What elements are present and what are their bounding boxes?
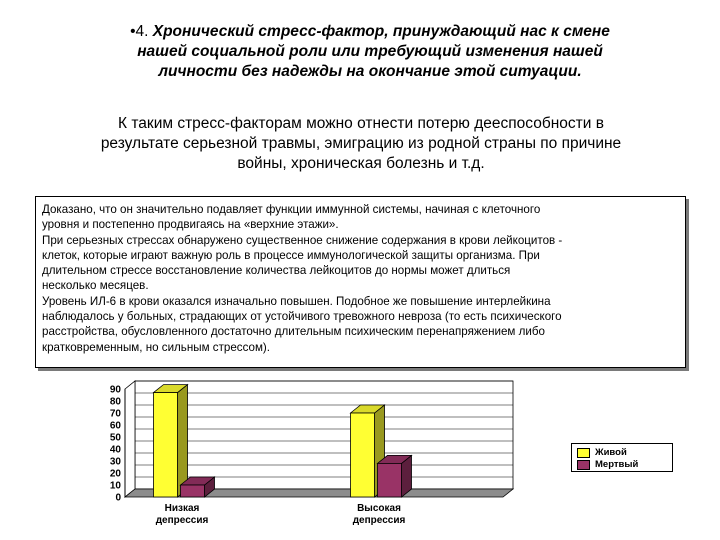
heading <box>60 22 680 82</box>
legend-item-dead <box>577 459 638 470</box>
y-tick-label: 40 <box>109 444 121 456</box>
x-tick-label: Высокая <box>357 503 401 514</box>
legend-label-alive: Живой <box>595 447 627 458</box>
box-line: длительном стрессе восстановление количества лейкоцитов до нормы может длиться <box>42 264 511 278</box>
paragraph-line-1: К таким стресс-факторам можно отнести потерю дееспособности в <box>118 115 604 132</box>
box-line: Доказано, что он значительно подавляет функции иммунной системы, начиная с клеточного <box>42 203 541 216</box>
legend-label-dead: Мертвый <box>595 459 639 470</box>
box-line: расстройства, обусловленного достаточно длительным психическим перенапряжением либо <box>42 325 545 339</box>
heading-line-3: личности без надежды на окончание этой ситуации. <box>158 63 582 80</box>
x-tick-label: Низкая <box>164 503 200 514</box>
box-line: клеток, которые играют важную роль в процессе иммунологической защиты организма. При <box>42 248 540 262</box>
chart-legend <box>571 443 673 472</box>
heading-line-2: нашей социальной роли или требующий изменения нашей <box>137 43 603 60</box>
box-line: кратковременным, но сильным стрессом). <box>42 340 271 354</box>
plot-side-wall <box>125 381 135 497</box>
box-line: несколько месяцев. <box>42 279 149 293</box>
box-line: наблюдалось у больных, страдающих от устойчивого тревожного невроза (то есть психического <box>42 310 562 324</box>
box-line: При серьезных стрессах обнаружено существенное снижение содержания в крови лейкоцитов - <box>42 233 563 247</box>
heading-bullet: •4. <box>130 23 149 40</box>
x-tick-label: депрессия <box>155 515 209 526</box>
paragraph-line-2: результате серьезной травмы, эмиграцию из родной страны по причине <box>100 135 622 152</box>
info-box <box>35 196 686 368</box>
legend-swatch-alive <box>577 448 590 458</box>
y-tick-label: 20 <box>109 468 121 480</box>
bar <box>351 413 375 497</box>
intro-paragraph <box>40 114 682 174</box>
y-tick-label: 80 <box>109 396 121 408</box>
legend-item-alive <box>577 447 627 458</box>
paragraph-line-3: войны, хроническая болезнь и т.д. <box>237 155 485 172</box>
box-line: уровня и постепенно продвигаясь на «верхние этажи». <box>42 218 339 232</box>
y-tick-label: 0 <box>115 492 121 504</box>
x-tick-label: депрессия <box>352 515 406 526</box>
plot-back-wall <box>135 381 513 489</box>
y-tick-label: 50 <box>109 432 121 444</box>
heading-line-1: Хронический стресс-фактор, принуждающий нас к смене <box>152 23 610 40</box>
y-tick-label: 70 <box>109 408 121 420</box>
bar <box>181 485 205 497</box>
legend-swatch-dead <box>577 460 590 470</box>
bar <box>378 463 402 497</box>
y-tick-label: 90 <box>109 384 121 396</box>
box-line: Уровень ИЛ-6 в крови оказался изначально повышен. Подобное же повышение интерлейкина <box>42 294 551 308</box>
y-tick-label: 60 <box>109 420 121 432</box>
y-tick-label: 30 <box>109 456 121 468</box>
bar <box>154 393 178 497</box>
y-tick-label: 10 <box>109 480 121 492</box>
